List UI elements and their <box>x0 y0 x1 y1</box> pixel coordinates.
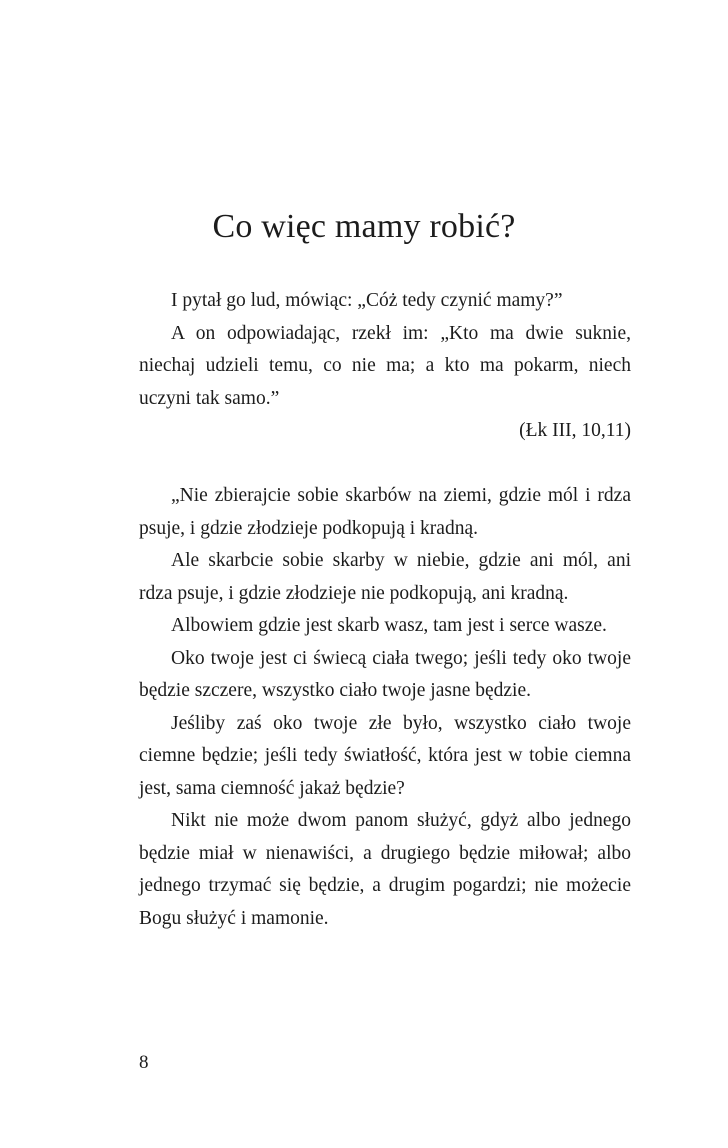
page-title: Co więc mamy robić? <box>212 208 516 245</box>
paragraph: I pytał go lud, mówiąc: „Cóż tedy czynić mamy?” <box>171 290 563 311</box>
paragraph: Jeśliby zaś oko twoje złe było, wszystko ciało twoje ciemne będzie; jeśli tedy światłość, która jest w tobie ciemna jest, sama ciemność jakaż będzie? <box>139 712 631 799</box>
paragraph: Nikt nie może dwom panom służyć, gdyż albo jednego będzie miał w nienawiści, a drugiego będzie miłował; albo jednego trzymać się będzie, a drugim pogardzi; nie możecie Bogu służyć i mamonie. <box>139 810 631 929</box>
citation: (Łk III, 10,11) <box>519 420 631 441</box>
paragraph: Oko twoje jest ci świecą ciała twego; jeśli tedy oko twoje będzie szczere, wszystko ciało twoje jasne będzie. <box>139 647 631 701</box>
page-number: 8 <box>139 1052 149 1073</box>
paragraph: A on odpowiadając, rzekł im: „Kto ma dwie suknie, niechaj udzieli temu, co nie ma; a kto ma pokarm, niech uczyni tak samo.” <box>139 322 631 409</box>
paragraph: „Nie zbierajcie sobie skarbów na ziemi, gdzie mól i rdza psuje, i gdzie złodzieje podkopują i kradną. <box>139 485 631 539</box>
paragraph: Albowiem gdzie jest skarb wasz, tam jest i serce wasze. <box>171 615 607 636</box>
passage-treasures <box>139 480 631 935</box>
passage-luke <box>139 285 631 448</box>
paragraph: Ale skarbcie sobie skarby w niebie, gdzie ani mól, ani rdza psuje, i gdzie złodzieje nie podkopują, ani kradną. <box>139 550 631 604</box>
